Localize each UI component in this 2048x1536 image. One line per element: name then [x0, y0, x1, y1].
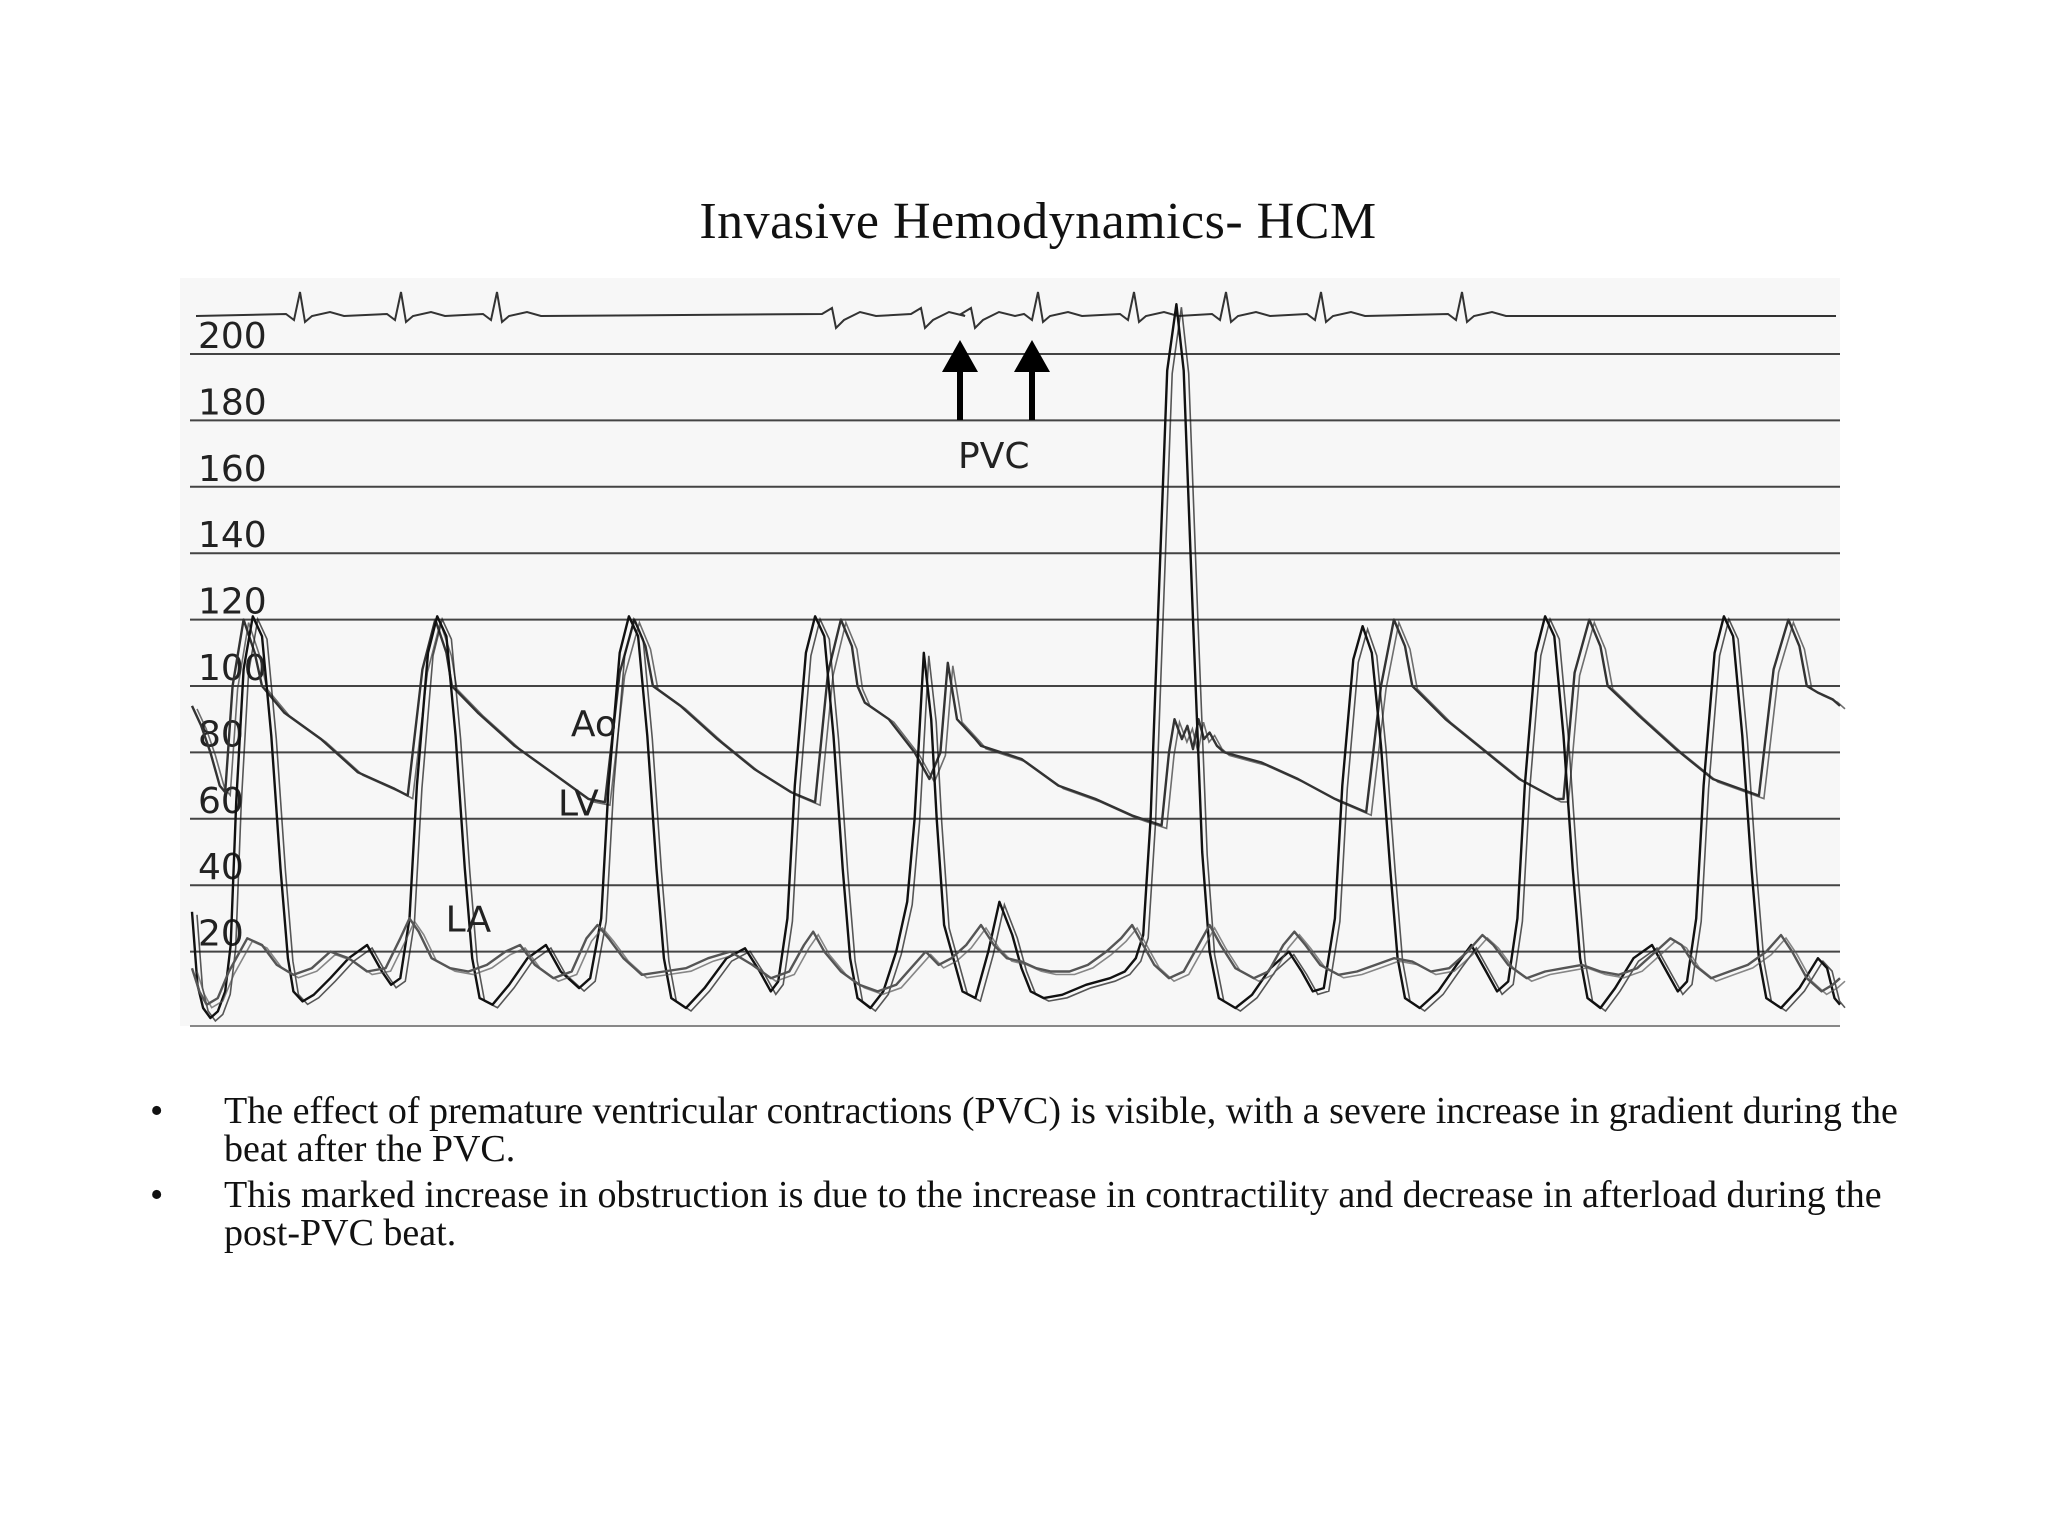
y-tick-label: 60	[198, 780, 244, 822]
bullet-dot: •	[150, 1090, 164, 1132]
y-tick-label: 140	[198, 515, 267, 557]
bullet-list	[150, 1092, 1950, 1260]
y-tick-label: 80	[198, 714, 244, 756]
bullet-dot: •	[150, 1174, 164, 1216]
series-label-ao: Ao	[570, 703, 617, 745]
y-tick-label: 120	[198, 581, 267, 623]
bullet-item	[150, 1176, 1950, 1252]
series-label-la: LA	[445, 899, 492, 941]
y-tick-label: 160	[198, 448, 267, 490]
y-tick-label: 40	[198, 847, 244, 889]
y-tick-label: 200	[198, 316, 267, 357]
pvc-label: PVC	[958, 436, 1030, 477]
y-tick-label: 20	[198, 913, 244, 955]
bullet-text: The effect of premature ventricular contractions (PVC) is visible, with a severe increase in gradient during the beat after the PVC.	[224, 1090, 1898, 1170]
slide-title: Invasive Hemodynamics- HCM	[699, 193, 1377, 250]
bullet-item	[150, 1092, 1950, 1168]
y-tick-label: 180	[198, 382, 267, 424]
y-tick-label: 100	[198, 648, 267, 689]
bullet-text: This marked increase in obstruction is due to the increase in contractility and decrease in afterload during the post-PVC beat.	[224, 1174, 1882, 1254]
series-label-lv: LV	[558, 783, 599, 825]
